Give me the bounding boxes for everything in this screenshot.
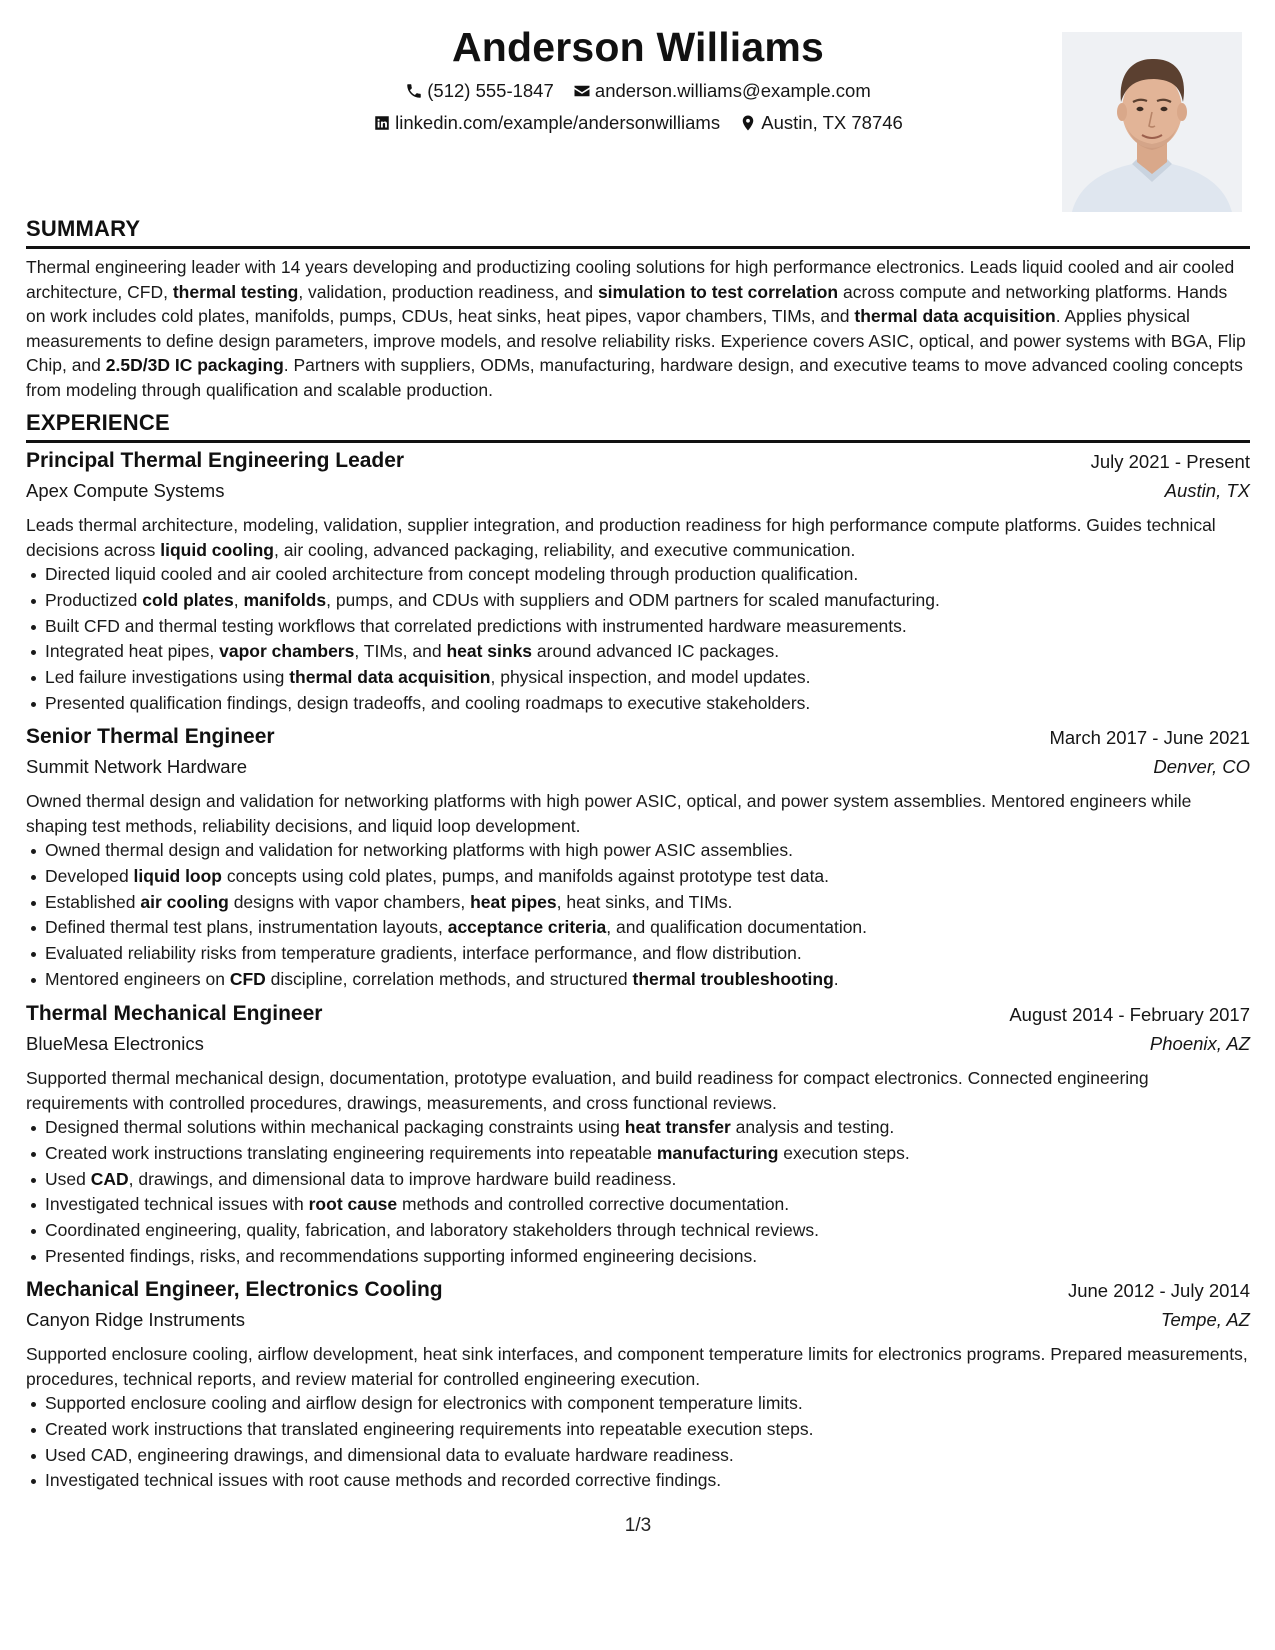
job-description [26, 513, 1250, 562]
bold-keyword: vapor chambers [219, 641, 355, 662]
text-run: Used CAD, engineering drawings, and dimensional data to evaluate hardware readiness. [45, 1444, 734, 1465]
location-contact [739, 112, 903, 134]
bold-keyword: CFD [229, 968, 266, 989]
email-text: anderson.williams@example.com [594, 80, 871, 101]
text-run: Integrated heat pipes, [45, 641, 220, 662]
job-dates: June 2012 - July 2014 [1067, 1280, 1250, 1301]
text-run: Productized [45, 589, 143, 610]
text-run: Owned thermal design and validation for networking platforms with high power ASIC assemblies. [45, 840, 794, 860]
text-run: Developed [45, 865, 134, 886]
text-run: designs with vapor chambers, [228, 891, 471, 912]
text-run: , TIMs, and [354, 641, 447, 662]
text-run: analysis and testing. [730, 1117, 895, 1137]
job-bullet [26, 864, 1250, 890]
job-bullet [26, 1115, 1250, 1141]
text-run: around advanced IC packages. [532, 641, 780, 662]
text-run: , pumps, and CDUs with suppliers and ODM partners for scaled manufacturing. [326, 589, 940, 610]
job-dates: August 2014 - February 2017 [1009, 1004, 1250, 1025]
text-run: methods and controlled corrective documentation. [397, 1194, 790, 1215]
job-bullets [26, 838, 1250, 993]
job-company: Canyon Ridge Instruments [26, 1309, 246, 1330]
job-bullet [26, 665, 1250, 691]
text-run: Established [45, 891, 141, 912]
job-bullet [26, 1443, 1250, 1469]
text-run: Investigated technical issues with root cause methods and recorded corrective findings. [45, 1470, 722, 1491]
text-run: Created work instructions that translated engineering requirements into repeatable execution steps. [45, 1418, 814, 1439]
bold-keyword: root cause [308, 1194, 398, 1215]
text-run: Led failure investigations using [45, 667, 290, 688]
job-location: Phoenix, AZ [1149, 1033, 1250, 1054]
text-run: concepts using cold plates, pumps, and manifolds against prototype test data. [222, 865, 830, 886]
page-number: 1/3 [624, 1515, 652, 1536]
text-run: Used [45, 1168, 91, 1189]
text-run: Supported thermal mechanical design, documentation, prototype evaluation, and build readiness for compact electronics. Connected engineering requirements with controlled procedures, drawings, measurements, and cross functional reviews. [26, 1068, 1149, 1113]
text-run: discipline, correlation methods, and structured [265, 968, 633, 989]
text-run: Supported enclosure cooling, airflow development, heat sink interfaces, and component temperature limits for electronics programs. Prepared measurements, procedures, technical reports, and review material for controlled engineering execution. [26, 1344, 1248, 1389]
text-run: , drawings, and dimensional data to improve hardware build readiness. [128, 1168, 677, 1189]
job-bullet [26, 890, 1250, 916]
job-entry [26, 1278, 1250, 1494]
bold-keyword: heat pipes [470, 891, 557, 912]
email-contact[interactable] [573, 80, 871, 102]
bold-keyword: air cooling [140, 891, 229, 912]
location-text: Austin, TX 78746 [761, 112, 903, 133]
job-dates: March 2017 - June 2021 [1049, 727, 1250, 748]
resume-page [26, 0, 1250, 1650]
phone-icon [405, 82, 423, 100]
job-location: Denver, CO [1153, 756, 1250, 777]
phone-text: (512) 555-1847 [427, 80, 554, 101]
text-run: Supported enclosure cooling and airflow design for electronics with component temperature limits. [45, 1393, 803, 1413]
job-bullet [26, 588, 1250, 614]
job-bullet [26, 1218, 1250, 1244]
job-bullet [26, 1417, 1250, 1443]
bold-keyword: thermal testing [172, 281, 299, 302]
linkedin-contact[interactable] [373, 112, 720, 134]
text-run: , physical inspection, and model updates. [490, 667, 811, 688]
job-bullets [26, 1391, 1250, 1494]
text-run: Presented findings, risks, and recommendations supporting informed engineering decisions. [45, 1245, 758, 1266]
job-company: BlueMesa Electronics [26, 1033, 204, 1054]
candidate-name: Anderson Williams [451, 24, 825, 70]
text-run: Directed liquid cooled and air cooled architecture from concept modeling through production qualification. [45, 564, 859, 584]
linkedin-icon [373, 114, 391, 132]
text-run: . Partners with suppliers, ODMs, manufacturing, hardware design, and executive teams to move advanced cooling concepts from modeling through qualification and scalable production. [26, 355, 1243, 400]
map-pin-icon [739, 114, 757, 132]
job-bullet [26, 1167, 1250, 1193]
job-entry [26, 1002, 1250, 1270]
bold-keyword: heat sinks [446, 641, 533, 662]
job-bullet [26, 691, 1250, 717]
headshot-illustration [1062, 32, 1242, 212]
bold-keyword: acceptance criteria [447, 917, 607, 938]
job-bullet [26, 614, 1250, 640]
envelope-icon [573, 82, 591, 100]
job-bullet [26, 915, 1250, 941]
text-run: execution steps. [778, 1142, 910, 1163]
job-bullets [26, 1115, 1250, 1270]
job-entry [26, 725, 1250, 993]
text-run: Designed thermal solutions within mechanical packaging constraints using [45, 1117, 625, 1137]
text-run: , [233, 589, 244, 610]
job-bullet [26, 1141, 1250, 1167]
summary-text [26, 255, 1250, 403]
text-run: , and qualification documentation. [606, 917, 868, 938]
linkedin-text: linkedin.com/example/andersonwilliams [395, 112, 721, 133]
text-run: Coordinated engineering, quality, fabrication, and laboratory stakeholders through technical reviews. [45, 1220, 820, 1241]
job-company: Apex Compute Systems [26, 480, 225, 501]
text-run: , heat sinks, and TIMs. [556, 891, 733, 912]
job-bullets [26, 562, 1250, 717]
text-run: Leads thermal architecture, modeling, validation, supplier integration, and production readiness for high performance compute platforms. Guides technical decisions across [26, 515, 1216, 560]
text-run: Thermal engineering leader with 14 years developing and productizing cooling solutions for high performance electronics. Leads liquid cooled and air cooled architecture, CFD, [26, 257, 1235, 302]
text-run: . [833, 968, 839, 989]
job-entry [26, 449, 1250, 717]
text-run: , validation, production readiness, and [298, 281, 598, 302]
text-run: Presented qualification findings, design tradeoffs, and cooling roadmaps to executive stakeholders. [45, 692, 811, 713]
job-bullet [26, 1244, 1250, 1270]
job-bullet [26, 967, 1250, 993]
job-title: Thermal Mechanical Engineer [26, 1002, 323, 1025]
bold-keyword: CAD [90, 1168, 129, 1189]
bold-keyword: liquid cooling [160, 539, 274, 560]
text-run: across compute and networking platforms. Hands on work includes cold plates, manifolds, pumps, CDUs, heat sinks, heat pipes, vapor chambers, TIMs, and [26, 281, 1228, 327]
job-description [26, 1066, 1250, 1115]
text-run: Mentored engineers on [45, 968, 230, 989]
text-run: Evaluated reliability risks from temperature gradients, interface performance, and flow distribution. [45, 943, 802, 964]
job-bullet [26, 1391, 1250, 1417]
text-run: Owned thermal design and validation for networking platforms with high power ASIC, optical, and power system assemblies. Mentored engineers while shaping test methods, reliability decisions, and liquid loop development. [26, 791, 1192, 836]
profile-photo [1062, 32, 1242, 212]
text-run: Defined thermal test plans, instrumentation layouts, [45, 917, 448, 938]
job-bullet [26, 1192, 1250, 1218]
job-bullet [26, 941, 1250, 967]
job-bullet [26, 838, 1250, 864]
job-company: Summit Network Hardware [26, 756, 248, 777]
bold-keyword: simulation to test correlation [597, 281, 839, 302]
job-title: Senior Thermal Engineer [26, 725, 275, 748]
bold-keyword: 2.5D/3D IC packaging [105, 355, 284, 376]
job-title: Principal Thermal Engineering Leader [26, 449, 405, 472]
text-run: Built CFD and thermal testing workflows that correlated predictions with instrumented hardware measurements. [45, 615, 907, 636]
text-run: Created work instructions translating engineering requirements into repeatable [45, 1142, 657, 1163]
bold-keyword: thermal data acquisition [854, 306, 1056, 327]
job-bullet [26, 562, 1250, 588]
bold-keyword: manifolds [243, 589, 327, 610]
experience-heading: EXPERIENCE [26, 410, 1250, 443]
bold-keyword: thermal troubleshooting [632, 968, 834, 989]
bold-keyword: heat transfer [624, 1117, 731, 1137]
bold-keyword: thermal data acquisition [289, 667, 491, 688]
job-bullet [26, 639, 1250, 665]
job-description [26, 789, 1250, 838]
job-dates: July 2021 - Present [1090, 451, 1250, 472]
phone-contact[interactable] [405, 80, 554, 102]
text-run: Investigated technical issues with [45, 1194, 309, 1215]
summary-heading: SUMMARY [26, 216, 1250, 249]
job-description [26, 1342, 1250, 1391]
job-location: Tempe, AZ [1160, 1309, 1250, 1330]
text-run: , air cooling, advanced packaging, reliability, and executive communication. [273, 539, 856, 560]
job-bullet [26, 1468, 1250, 1494]
job-title: Mechanical Engineer, Electronics Cooling [26, 1278, 443, 1301]
bold-keyword: liquid loop [133, 865, 222, 886]
job-location: Austin, TX [1164, 480, 1250, 501]
bold-keyword: cold plates [142, 589, 234, 610]
bold-keyword: manufacturing [656, 1142, 779, 1163]
text-run: . Applies physical measurements to define design parameters, improve models, and resolve reliability risks. Experience covers ASIC, optical, and power systems with BGA, Flip Chip, and [26, 306, 1246, 376]
